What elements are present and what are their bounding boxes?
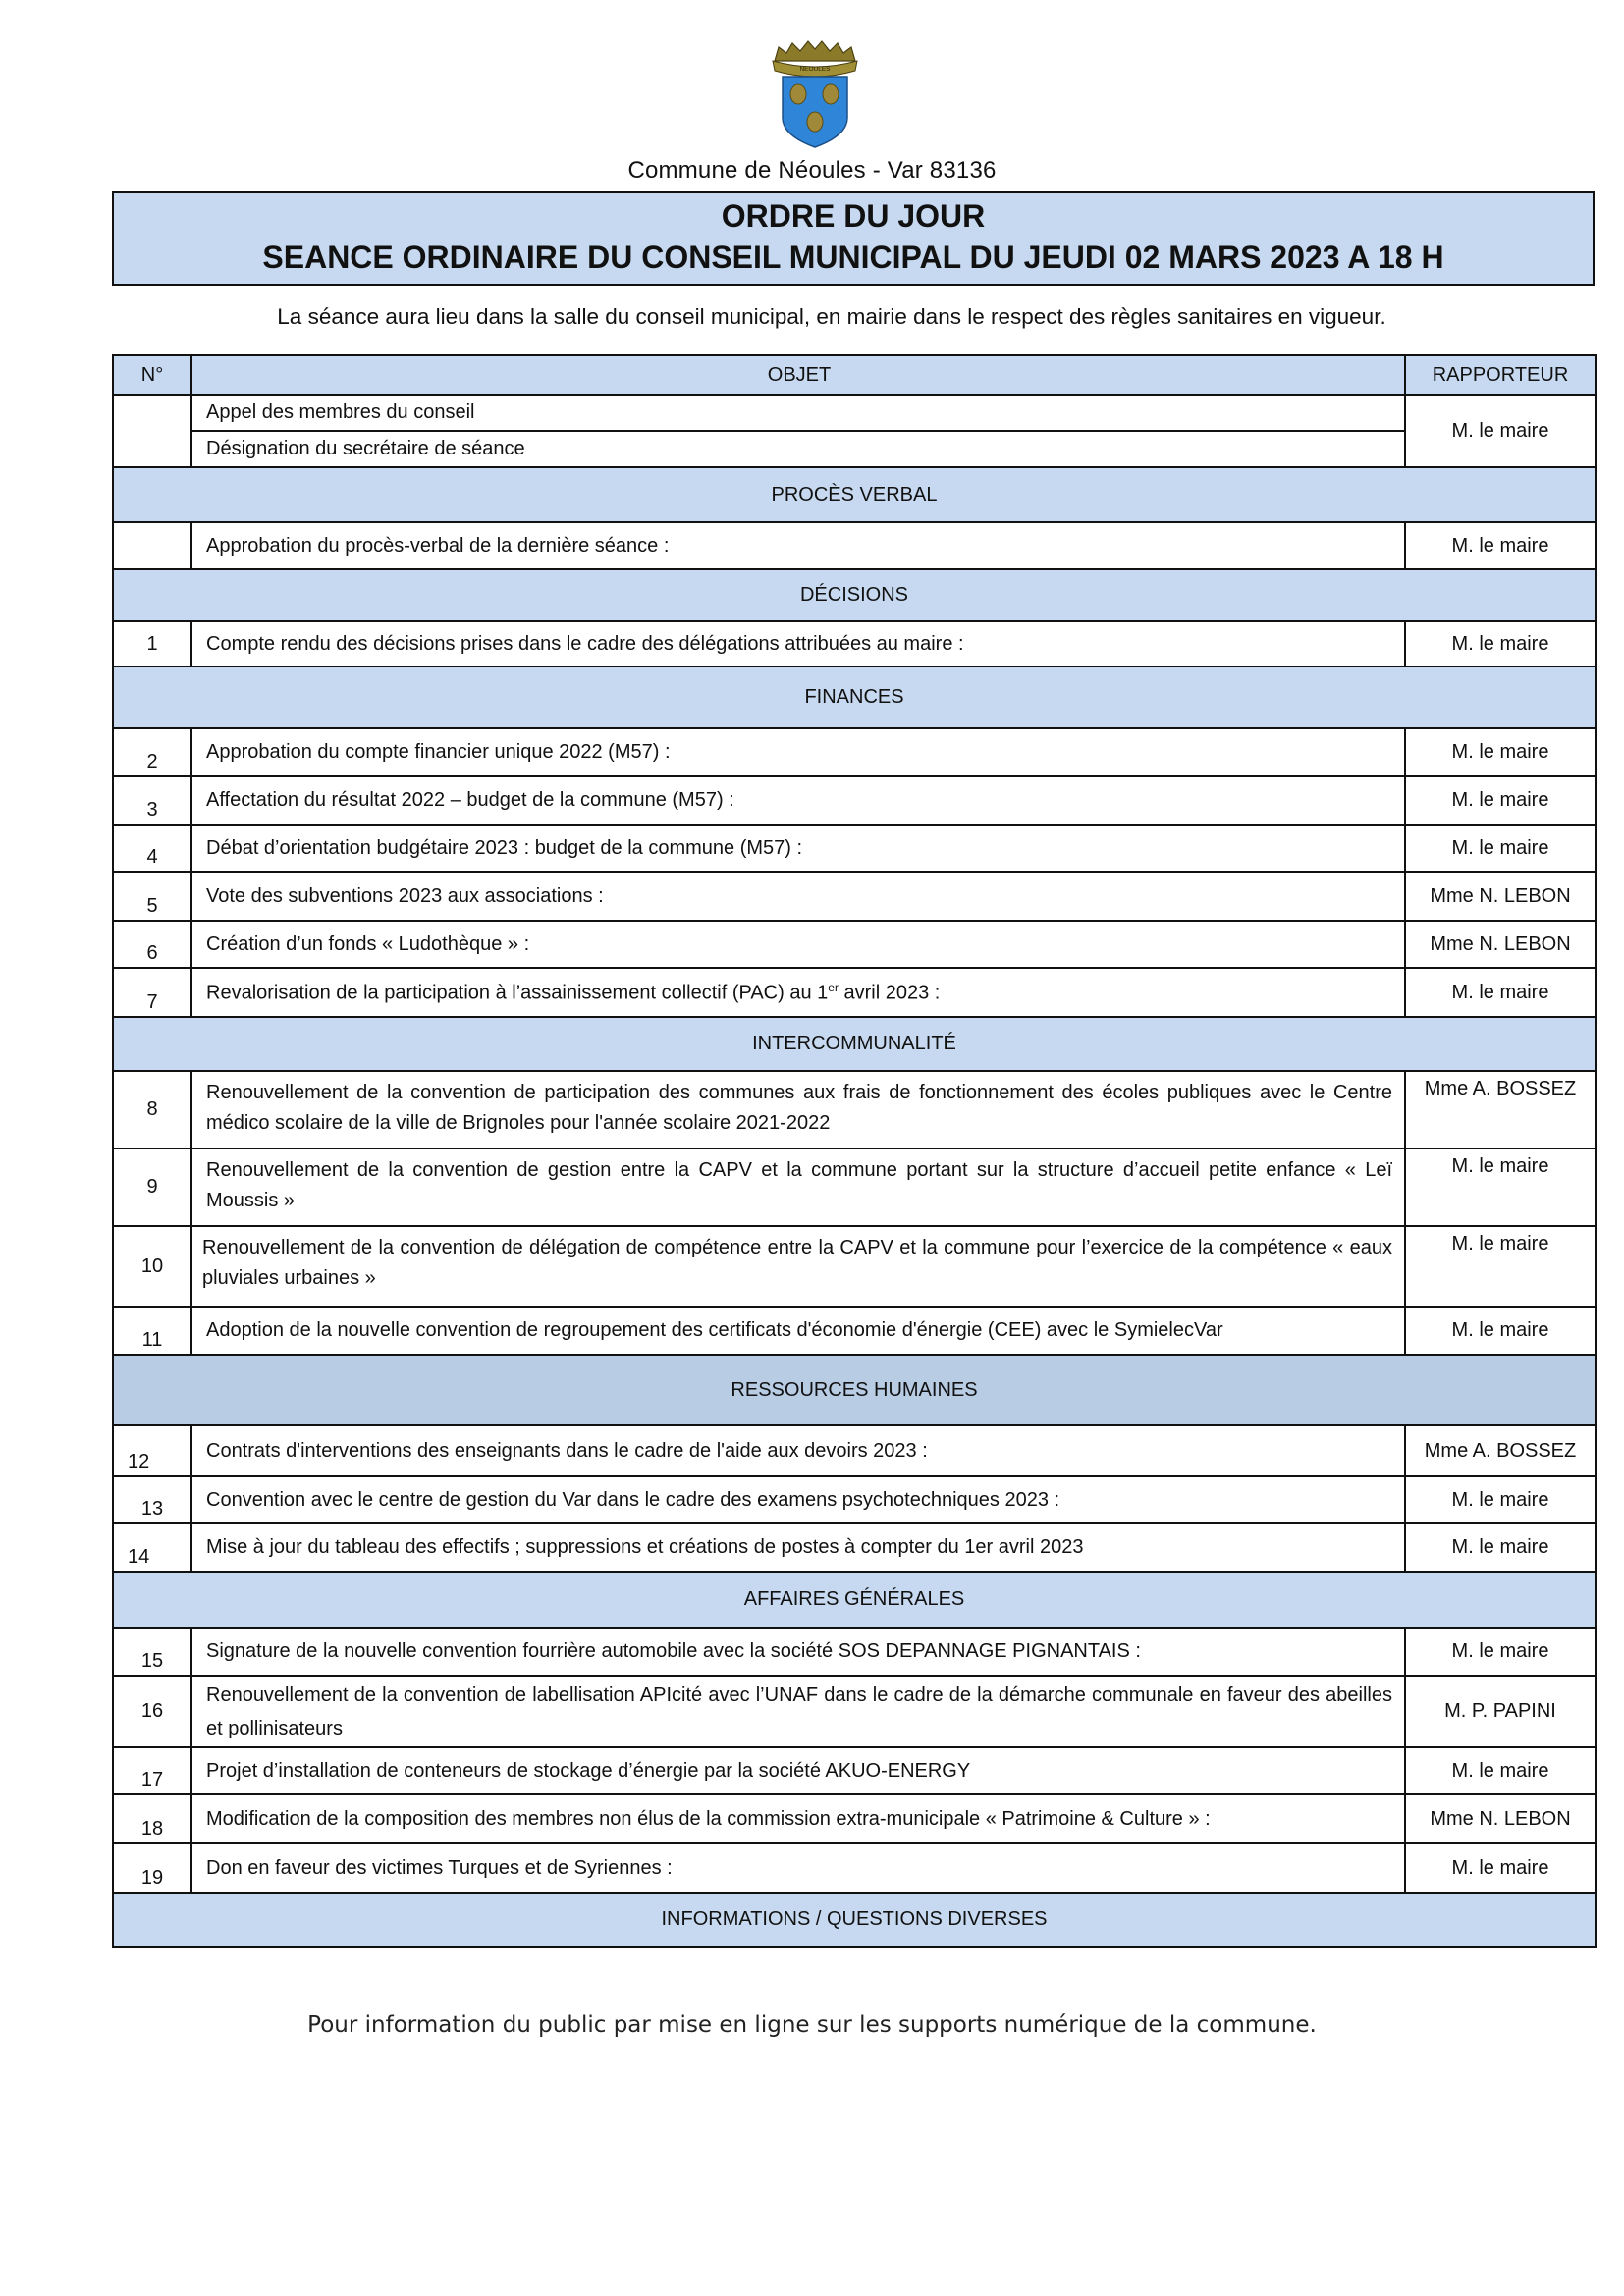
row-objet: Modification de la composition des membres non élus de la commission extra-municipale « Patrimoine & Culture » : [191, 1794, 1405, 1843]
row-rapporteur: M. le maire [1405, 1226, 1596, 1307]
title-box [112, 191, 1595, 286]
section-label: INTERCOMMUNALITÉ [113, 1017, 1596, 1071]
table-row [113, 776, 1596, 825]
row-objet: Approbation du compte financier unique 2022 (M57) : [191, 728, 1405, 776]
row-num: 12 [113, 1425, 191, 1476]
row-objet: Débat d’orientation budgétaire 2023 : budget de la commune (M57) : [191, 825, 1405, 872]
table-row [113, 872, 1596, 921]
row-num: 16 [113, 1676, 191, 1747]
row-objet: Vote des subventions 2023 aux associations : [191, 872, 1405, 921]
page-title: ORDRE DU JOUR [721, 198, 986, 234]
section-label: RESSOURCES HUMAINES [113, 1355, 1596, 1425]
table-row [113, 522, 1596, 569]
row-rapporteur: M. le maire [1405, 522, 1596, 569]
header-num: N° [113, 355, 191, 395]
section-affaires-generales [113, 1572, 1596, 1628]
table-row [113, 1425, 1596, 1476]
row-num: 8 [113, 1071, 191, 1148]
table-row [113, 1226, 1596, 1307]
row-num: 2 [113, 728, 191, 776]
header-objet: OBJET [191, 355, 1405, 395]
row-objet: Renouvellement de la convention de gestion entre la CAPV et la commune portant sur la structure d’accueil petite enfance « Leï Moussis » [191, 1148, 1405, 1226]
row-num: 17 [113, 1747, 191, 1794]
section-pv [113, 467, 1596, 522]
row-num: 15 [113, 1628, 191, 1676]
row-objet: Convention avec le centre de gestion du Var dans le cadre des examens psychotechniques 2023 : [191, 1476, 1405, 1523]
section-label: FINANCES [113, 667, 1596, 728]
row-rapporteur: M. le maire [1405, 728, 1596, 776]
row-rapporteur: M. le maire [1405, 621, 1596, 667]
intro-text: La séance aura lieu dans la salle du conseil municipal, en mairie dans le respect des règles sanitaires en vigueur. [277, 304, 1386, 329]
svg-text:NEOULES: NEOULES [799, 66, 831, 73]
row-rapporteur: M. le maire [1405, 1628, 1596, 1676]
table-header-row [113, 355, 1596, 395]
section-label: DÉCISIONS [113, 569, 1596, 621]
row-rapporteur: M. P. PAPINI [1405, 1676, 1596, 1747]
section-intercommunalite [113, 1017, 1596, 1071]
row-objet: Renouvellement de la convention de participation des communes aux frais de fonctionnement des écoles publiques avec le Centre médico scolaire de la ville de Brignoles pour l'année scolaire 2021-2022 [191, 1071, 1405, 1148]
page-subtitle: SEANCE ORDINAIRE DU CONSEIL MUNICIPAL DU JEUDI 02 MARS 2023 A 18 H [262, 240, 1444, 275]
section-ressources-humaines [113, 1355, 1596, 1425]
row-rapporteur: Mme A. BOSSEZ [1405, 1425, 1596, 1476]
row-rapporteur: M. le maire [1405, 1476, 1596, 1523]
table-row [113, 728, 1596, 776]
row-num: 13 [113, 1476, 191, 1523]
table-row [113, 1747, 1596, 1794]
row-num: 3 [113, 776, 191, 825]
row-objet: Affectation du résultat 2022 – budget de la commune (M57) : [191, 776, 1405, 825]
row-objet: Mise à jour du tableau des effectifs ; suppressions et créations de postes à compter du 1er avril 2023 [191, 1523, 1405, 1572]
row-num: 11 [113, 1307, 191, 1355]
row-objet: Adoption de la nouvelle convention de regroupement des certificats d'économie d'énergie (CEE) avec le SymielecVar [191, 1307, 1405, 1355]
row-rapporteur: M. le maire [1405, 1843, 1596, 1893]
row-objet: Désignation du secrétaire de séance [191, 431, 1405, 467]
row-objet: Signature de la nouvelle convention fourrière automobile avec la société SOS DEPANNAGE PIGNANTAIS : [191, 1628, 1405, 1676]
row-objet: Création d’un fonds « Ludothèque » : [191, 921, 1405, 968]
row-num: 5 [113, 872, 191, 921]
section-label: AFFAIRES GÉNÉRALES [113, 1572, 1596, 1628]
table-row [113, 621, 1596, 667]
section-finances [113, 667, 1596, 728]
table-row [113, 1523, 1596, 1572]
row-rapporteur: M. le maire [1405, 825, 1596, 872]
footer-note: Pour information du public par mise en ligne sur les supports numérique de la commune. [307, 2012, 1317, 2038]
row-objet: Appel des membres du conseil [191, 395, 1405, 431]
row-rapporteur: M. le maire [1405, 1148, 1596, 1226]
row-objet: Don en faveur des victimes Turques et de Syriennes : [191, 1843, 1405, 1893]
table-row [113, 968, 1596, 1017]
table-row [113, 921, 1596, 968]
row-num: 14 [113, 1523, 191, 1572]
row-rapporteur: Mme A. BOSSEZ [1405, 1071, 1596, 1148]
row-num: 4 [113, 825, 191, 872]
row-num [113, 522, 191, 569]
row-num: 1 [113, 621, 191, 667]
row-rapporteur: M. le maire [1405, 968, 1596, 1017]
commune-name: Commune de Néoules - Var 83136 [627, 157, 997, 184]
row-rapporteur: M. le maire [1405, 1523, 1596, 1572]
section-label: PROCÈS VERBAL [113, 467, 1596, 522]
agenda-table [112, 354, 1597, 1948]
row-rapporteur: Mme N. LEBON [1405, 1794, 1596, 1843]
row-objet: Renouvellement de la convention de labellisation APIcité avec l’UNAF dans le cadre de la démarche communale en faveur des abeilles et pollinisateurs [191, 1676, 1405, 1747]
row-objet: Compte rendu des décisions prises dans le cadre des délégations attribuées au maire : [191, 621, 1405, 667]
section-informations [113, 1893, 1596, 1947]
section-decisions [113, 569, 1596, 621]
table-row [113, 1676, 1596, 1747]
row-num: 7 [113, 968, 191, 1017]
row-objet: Revalorisation de la participation à l’assainissement collectif (PAC) au 1er avril 2023 : [191, 968, 1405, 1017]
table-row [113, 825, 1596, 872]
row-rapporteur: M. le maire [1405, 1747, 1596, 1794]
table-row [113, 1628, 1596, 1676]
row-rapporteur: Mme N. LEBON [1405, 921, 1596, 968]
table-row [113, 1843, 1596, 1893]
section-label: INFORMATIONS / QUESTIONS DIVERSES [113, 1893, 1596, 1947]
table-row [113, 1307, 1596, 1355]
table-row [113, 431, 1596, 467]
table-row [113, 395, 1596, 431]
row-num [113, 395, 191, 467]
row-num: 18 [113, 1794, 191, 1843]
row-rapporteur: M. le maire [1405, 1307, 1596, 1355]
row-objet: Projet d’installation de conteneurs de stockage d’énergie par la société AKUO-ENERGY [191, 1747, 1405, 1794]
row-num: 6 [113, 921, 191, 968]
row-num: 10 [113, 1226, 191, 1307]
row-objet: Approbation du procès-verbal de la dernière séance : [191, 522, 1405, 569]
row-num: 9 [113, 1148, 191, 1226]
row-num: 19 [113, 1843, 191, 1893]
table-row [113, 1794, 1596, 1843]
header-rapporteur: RAPPORTEUR [1405, 355, 1596, 395]
row-rapporteur: M. le maire [1405, 395, 1596, 467]
table-row [113, 1071, 1596, 1148]
row-objet: Renouvellement de la convention de délégation de compétence entre la CAPV et la commune pour l’exercice de la compétence « eaux pluviales urbaines » [191, 1226, 1405, 1307]
row-rapporteur: M. le maire [1405, 776, 1596, 825]
table-row [113, 1148, 1596, 1226]
neoules-coat-of-arms-icon [769, 39, 861, 149]
table-row [113, 1476, 1596, 1523]
row-objet: Contrats d'interventions des enseignants dans le cadre de l'aide aux devoirs 2023 : [191, 1425, 1405, 1476]
row-rapporteur: Mme N. LEBON [1405, 872, 1596, 921]
